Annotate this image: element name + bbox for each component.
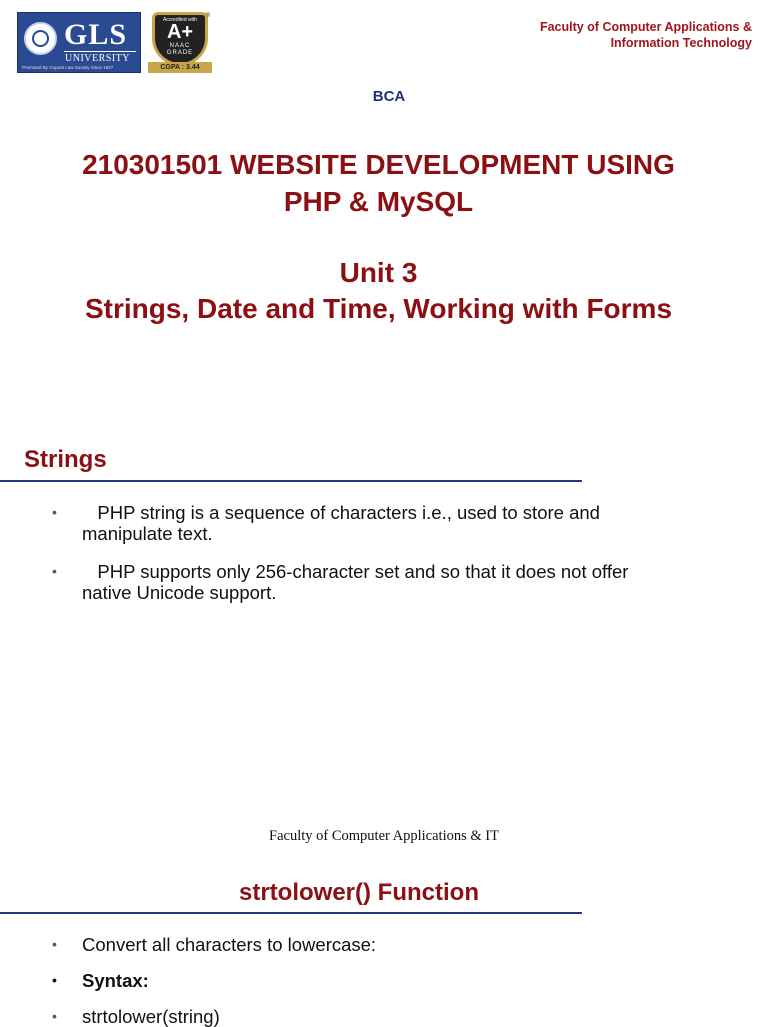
list-item: • Syntax: [52, 970, 149, 991]
gls-university-logo [17, 12, 141, 73]
strtolower-bullet-list [52, 934, 672, 1027]
bullet-icon: • [52, 563, 57, 579]
badge-naac: NAAC GRADE [166, 43, 194, 56]
university-seal-icon [24, 22, 57, 55]
logo-tagline: Promoted By Gujarat Law Society Since 1927 [22, 65, 114, 70]
bullet-icon: • [52, 504, 57, 520]
bullet-icon: • [52, 972, 57, 988]
list-item: • strtolower(string) [52, 1006, 220, 1027]
badge-accredited-with: Accredited with [163, 17, 197, 23]
bullet-icon: • [52, 936, 57, 952]
unit-topic: Strings, Date and Time, Working with Forms [84, 293, 673, 324]
program-label: BCA [372, 88, 406, 105]
faculty-header [540, 20, 752, 51]
logo-main-text: GLS [64, 18, 128, 51]
strings-heading-rule [0, 480, 582, 482]
faculty-line-1: Faculty of Computer Applications & [539, 20, 752, 34]
naac-accreditation-badge: ® Accredited with A+ NAAC GRADE CGPA : 3.44 [148, 12, 212, 74]
strtolower-heading-rule [0, 912, 582, 914]
badge-cgpa: CGPA : 3.44 [148, 62, 212, 73]
unit-number: Unit 3 [339, 257, 418, 288]
logo-sub-text: UNIVERSITY [65, 53, 130, 64]
list-item: • PHP string is a sequence of characters i.e., used to store and manipulate text. [52, 502, 600, 544]
course-title-line-1: 210301501 WEBSITE DEVELOPMENT USING [82, 149, 675, 180]
badge-grade: A+ [166, 21, 194, 43]
bullet-icon: • [52, 1008, 57, 1024]
course-title [0, 146, 757, 220]
strings-bullet-list [52, 502, 672, 603]
list-item: • PHP supports only 256-character set and so that it does not offer native Unicode support. [52, 561, 629, 603]
faculty-line-2: Information Technology [610, 35, 752, 50]
strings-heading: Strings [24, 446, 107, 473]
strtolower-heading: strtolower() Function [239, 879, 479, 906]
course-title-line-2: PHP & MySQL [283, 186, 474, 217]
list-item: • Convert all characters to lowercase: [52, 934, 377, 955]
slide-footer: Faculty of Computer Applications & IT [269, 828, 499, 844]
unit-title [0, 255, 757, 327]
